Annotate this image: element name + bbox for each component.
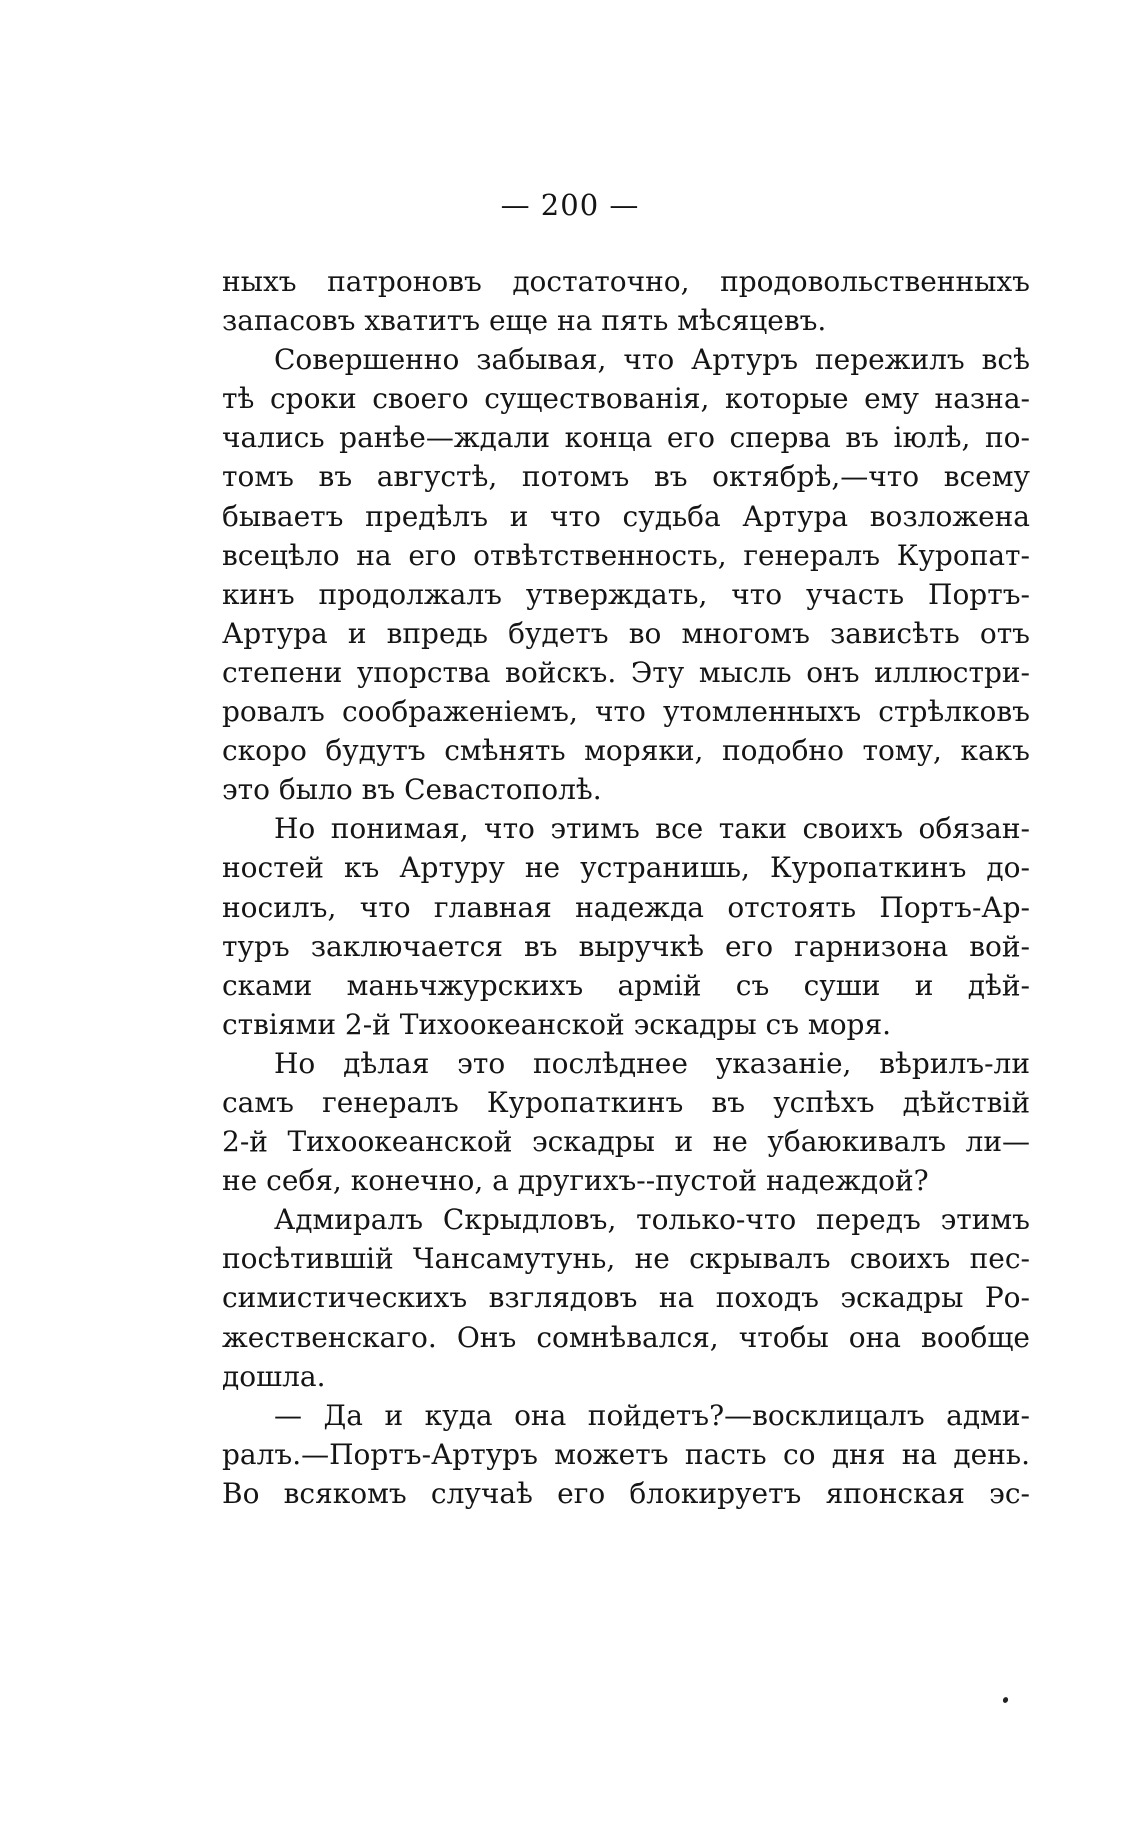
text-line: посѣтившій Чансамутунь, не скрывалъ своихъ пес-: [222, 1242, 1030, 1276]
text-line: тѣ сроки своего существованія, которые ему назна-: [222, 382, 1030, 416]
text-line: сками маньчжурскихъ армій съ суши и дѣй-: [222, 968, 1030, 1002]
text-line: чались ранѣе—ждали конца его сперва въ іюлѣ, по-: [222, 421, 1030, 455]
text-line: не себя, конечно, а другихъ--пустой надеждой?: [222, 1164, 929, 1198]
text-line: степени упорства войскъ. Эту мысль онъ иллюстри-: [222, 655, 1030, 689]
text-line: всецѣло на его отвѣтственность, генералъ Куропат-: [222, 538, 1030, 572]
text-line: скоро будутъ смѣнять моряки, подобно тому, какъ: [222, 734, 1030, 768]
text-line: дошла.: [222, 1359, 326, 1393]
text-line: — Да и куда она пойдетъ?—восклицалъ адми-: [274, 1398, 1030, 1432]
text-line: Во всякомъ случаѣ его блокируетъ японская эс-: [222, 1476, 1030, 1510]
text-line: кинъ продолжалъ утверждать, что участь Портъ-: [222, 577, 1030, 611]
text-line: симистическихъ взглядовъ на походъ эскадры Ро-: [222, 1281, 1030, 1315]
text-line: туръ заключается въ выручкѣ его гарнизона вой-: [222, 929, 1030, 963]
text-line: ствіями 2-й Тихоокеанской эскадры съ моря.: [222, 1007, 892, 1041]
text-line: 2-й Тихоокеанской эскадры и не убаюкивалъ ли—: [222, 1125, 1030, 1159]
text-line: жественскаго. Онъ сомнѣвался, чтобы она вообще: [222, 1320, 1030, 1354]
text-line: Но понимая, что этимъ все таки своихъ обязан-: [274, 812, 1030, 846]
text-line: Совершенно забывая, что Артуръ пережилъ всѣ: [274, 343, 1030, 377]
text-line: томъ въ августѣ, потомъ въ октябрѣ,—что всему: [222, 460, 1030, 494]
ink-speck: [1002, 1696, 1009, 1704]
text-line: Но дѣлая это послѣднее указаніе, вѣрилъ-ли: [274, 1046, 1030, 1080]
text-line: бываетъ предѣлъ и что судьба Артура возложена: [222, 499, 1030, 533]
text-line: носилъ, что главная надежда отстоять Портъ-Ар-: [222, 890, 1030, 924]
text-line: запасовъ хватитъ еще на пять мѣсяцевъ.: [222, 304, 827, 338]
page-number: — 200 —: [500, 188, 640, 222]
text-line: самъ генералъ Куропаткинъ въ успѣхъ дѣйствій: [222, 1085, 1030, 1119]
text-line: это было въ Севастополѣ.: [222, 773, 602, 807]
text-line: ралъ.—Портъ-Артуръ можетъ пасть со дня на день.: [222, 1437, 1030, 1471]
text-line: Адмиралъ Скрыдловъ, только-что передъ этимъ: [274, 1203, 1030, 1237]
body-text: [222, 262, 1030, 1513]
text-line: ныхъ патроновъ достаточно, продовольственныхъ: [222, 265, 1030, 298]
text-line: ровалъ соображеніемъ, что утомленныхъ стрѣлковъ: [222, 695, 1030, 729]
text-line: ностей къ Артуру не устранишь, Куропаткинъ до-: [222, 851, 1030, 885]
text-line: Артура и впредь будетъ во многомъ зависѣть отъ: [222, 616, 1030, 650]
